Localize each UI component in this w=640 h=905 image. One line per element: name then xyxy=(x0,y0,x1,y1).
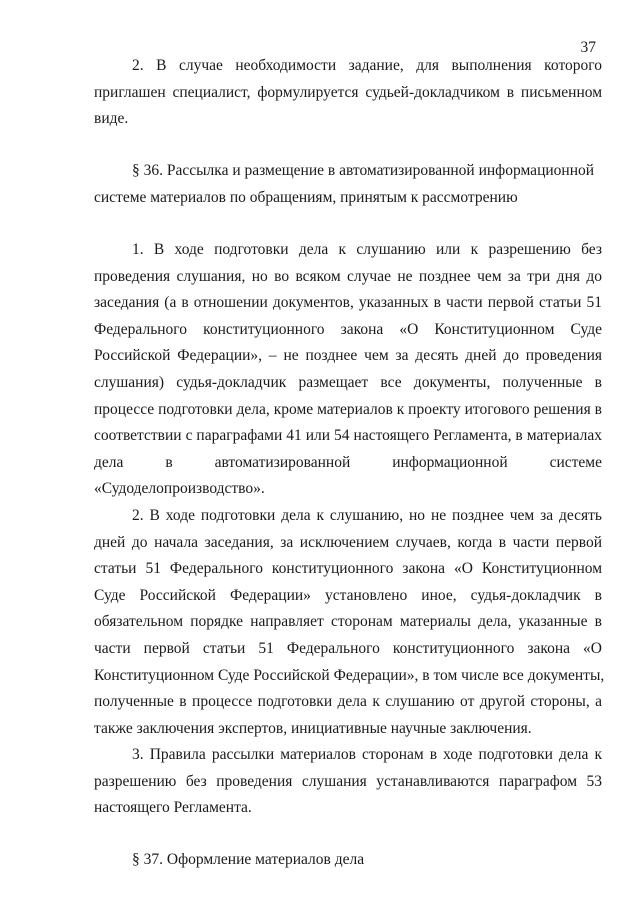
text-line: также заключения экспертов, инициативные научные заключения. xyxy=(94,719,532,737)
text-line: виде. xyxy=(94,110,129,128)
text-line: разрешению без проведения слушания устанавливаются параграфом 53 xyxy=(94,772,602,790)
text-line: заседания (а в отношении документов, указанных в части первой статьи 51 xyxy=(94,294,602,312)
text-line: процессе подготовки дела, кроме материалов к проекту итогового решения в xyxy=(94,400,602,418)
section-37-heading xyxy=(94,847,602,874)
text-line: Суде Российской Федерации» установлено иное, судья-докладчик в xyxy=(94,586,602,604)
text-line: соответствии с параграфами 41 или 54 настоящего Регламента, в материалах xyxy=(94,427,602,445)
text-line: статьи 51 Федерального конституционного закона «О Конституционном xyxy=(94,560,602,578)
section-36-heading xyxy=(94,158,602,211)
text-line: Конституционном Суде Российской Федерации», в том числе все документы, xyxy=(94,666,605,684)
text-line: части первой статьи 51 Федерального конституционного закона «О xyxy=(94,639,602,657)
text-line: настоящего Регламента. xyxy=(94,799,252,817)
text-line: Российской Федерации», – не позднее чем за десять дней до проведения xyxy=(94,347,602,365)
text-line: 3. Правила рассылки материалов сторонам в ходе подготовки дела к xyxy=(132,746,602,763)
text-line: системе материалов по обращениям, принятым к рассмотрению xyxy=(94,188,518,206)
text-line: полученные в процессе подготовки дела к слушанию от другой стороны, а xyxy=(94,693,602,711)
text-line: Федерального конституционного закона «О Конституционном Суде xyxy=(94,320,602,338)
text-line: § 37. Оформление материалов дела xyxy=(132,851,365,868)
page-number: 37 xyxy=(580,39,596,56)
text-line: дней до начала заседания, за исключением случаев, когда в части первой xyxy=(94,533,602,551)
section-36-paragraph-3 xyxy=(94,742,602,822)
text-line: обязательном порядке направляет сторонам материалы дела, указанные в xyxy=(94,613,602,631)
text-line: § 36. Рассылка и размещение в автоматизированной информационной xyxy=(132,162,595,179)
text-line: приглашен специалист, формулируется судьей-докладчиком в письменном xyxy=(94,83,602,101)
text-line: 1. В ходе подготовки дела к слушанию или к разрешению без xyxy=(132,241,602,258)
paragraph-2-specialist-task xyxy=(94,53,602,133)
section-36-paragraph-1 xyxy=(94,237,602,503)
text-line: дела в автоматизированной информационной системе xyxy=(94,453,602,471)
text-line: «Судоделопроизводство». xyxy=(94,480,265,498)
text-line: проведения слушания, но во всяком случае не позднее чем за три дня до xyxy=(94,267,602,285)
text-line: слушания) судья-докладчик размещает все документы, полученные в xyxy=(94,373,602,391)
section-36-paragraph-2 xyxy=(94,503,605,742)
text-line: 2. В случае необходимости задание, для выполнения которого xyxy=(132,57,602,74)
text-line: 2. В ходе подготовки дела к слушанию, но не позднее чем за десять xyxy=(132,507,602,524)
